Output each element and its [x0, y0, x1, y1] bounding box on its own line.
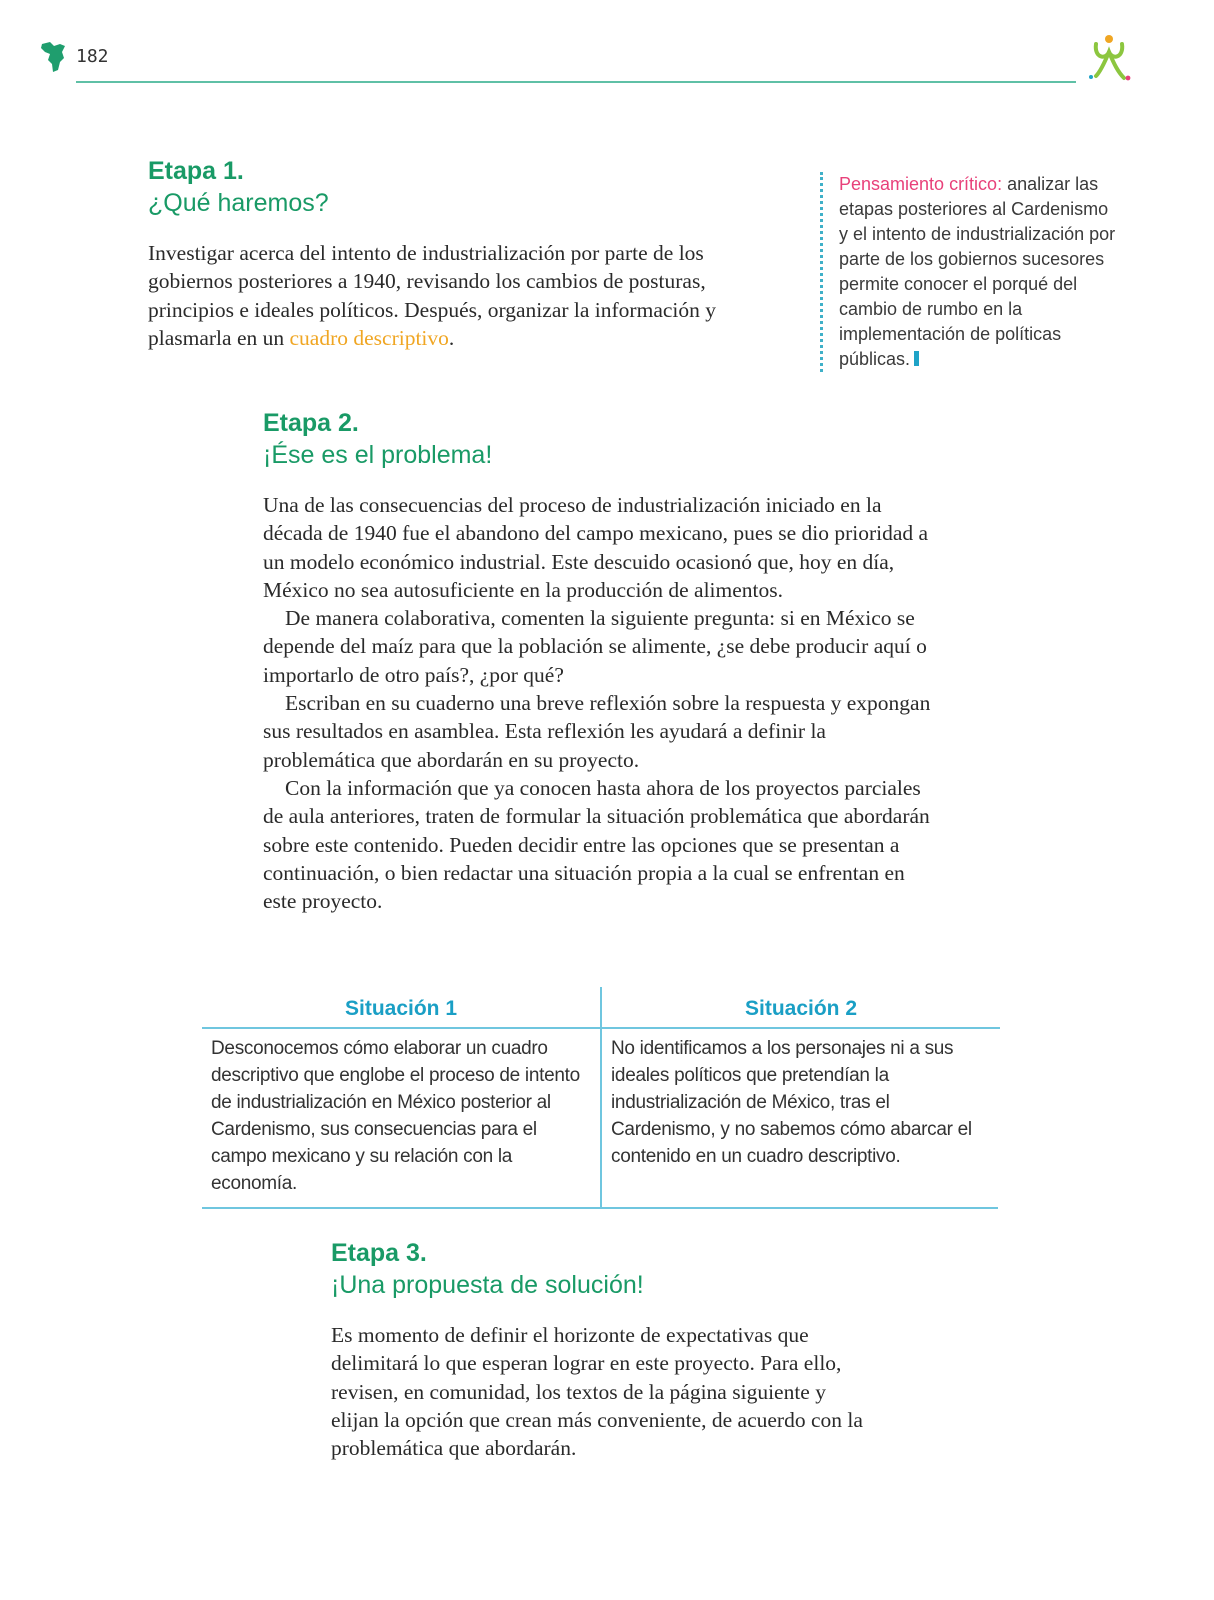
stage2-title: Etapa 2. — [263, 409, 359, 437]
stage1-heading — [148, 155, 329, 219]
header-rule — [76, 81, 1076, 83]
situations-table — [202, 987, 998, 1207]
situation-header: Situación 2 — [602, 987, 1000, 1029]
stage1-text-after: . — [448, 325, 455, 350]
critical-thinking-sidebar — [820, 172, 1119, 372]
nem-logo-icon — [1082, 30, 1136, 84]
mexico-map-icon — [38, 40, 68, 74]
end-mark-icon — [914, 351, 919, 366]
stage1-subtitle: ¿Qué haremos? — [148, 189, 329, 217]
stage3-heading — [331, 1237, 644, 1301]
stage3-text — [331, 1321, 879, 1462]
cuadro-descriptivo-link[interactable]: cuadro descriptivo — [289, 325, 449, 350]
stage1-text — [148, 239, 760, 352]
stage2-paragraph: Con la información que ya conocen hasta ahora de los proyectos parciales de aula anteriores, traten de formular la situación problemática que abordarán sobre este contenido. Pueden decidir entre las opciones que se presentan a continuación, o bien redactar una situación propia a la cual se enfrentan en este proyecto. — [263, 775, 930, 914]
sidebar-highlight: Pensamiento crítico: — [839, 174, 1003, 194]
stage2-paragraph: Escriban en su cuaderno una breve reflexión sobre la respuesta y expongan sus resultados en asamblea. Esta reflexión les ayudará a definir la problemática que abordarán en su proyecto. — [263, 691, 931, 772]
situation-column — [600, 987, 1000, 1207]
stage2-text — [263, 491, 935, 915]
stage1-text-before: Investigar acerca del intento de industrialización por parte de los gobiernos posteriores a 1940, revisando los cambios de posturas, principios e ideales políticos. Después, organizar la información y plasmarla en un — [148, 241, 716, 350]
situation-cell: Desconocemos cómo elaborar un cuadro descriptivo que englobe el proceso de intento de industrialización en México posterior al Cardenismo, sus consecuencias para el campo mexicano y su relación con la economía. — [211, 1038, 580, 1194]
situation-column — [202, 987, 600, 1207]
stage2-heading — [263, 407, 492, 471]
table-bottom-rule — [202, 1207, 998, 1209]
situation-header: Situación 1 — [202, 987, 600, 1029]
stage3-subtitle: ¡Una propuesta de solución! — [331, 1271, 644, 1299]
stage1-title: Etapa 1. — [148, 157, 244, 185]
stage2-paragraph: De manera colaborativa, comenten la siguiente pregunta: si en México se depende del maíz para que la población se alimente, ¿se debe producir aquí o importarlo de otro país?, ¿por qué? — [263, 606, 927, 687]
stage2-paragraph: Una de las consecuencias del proceso de industrialización iniciado en la década de 1940 fue el abandono del campo mexicano, pues se dio prioridad a un modelo económico industrial. Este descuido ocasionó que, hoy en día, México no sea autosuficiente en la producción de alimentos. — [263, 493, 929, 602]
sidebar-text: analizar las etapas posteriores al Cardenismo y el intento de industrialización por parte de los gobiernos sucesores permite conocer el porqué del cambio de rumbo en la implementación de políticas públicas. — [839, 174, 1116, 369]
stage2-subtitle: ¡Ése es el problema! — [263, 441, 493, 469]
situation-cell: No identificamos a los personajes ni a sus ideales políticos que pretendían la industrialización de México, tras el Cardenismo, y no sabemos cómo abarcar el contenido en un cuadro descriptivo. — [611, 1038, 972, 1167]
stage3-paragraph: Es momento de definir el horizonte de expectativas que delimitará lo que esperan lograr en este proyecto. Para ello, revisen, en comunidad, los textos de la página siguiente y elijan la opción que crean más conveniente, de acuerdo con la problemática que abordarán. — [331, 1323, 863, 1461]
page-number: 182 — [76, 46, 109, 67]
stage3-title: Etapa 3. — [331, 1239, 427, 1267]
